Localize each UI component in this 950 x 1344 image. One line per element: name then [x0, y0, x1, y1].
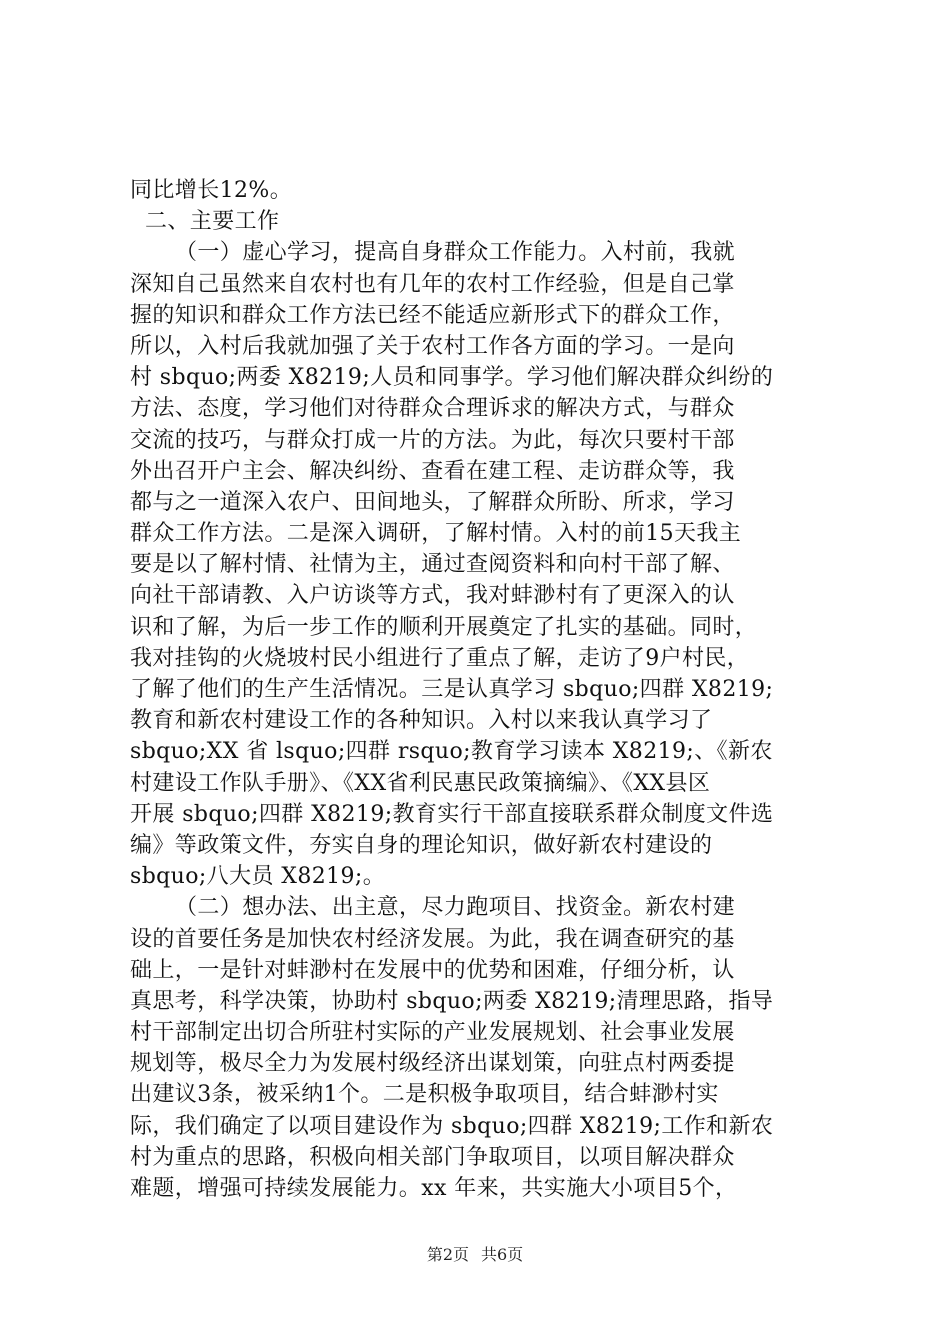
page-total: 共6页 [481, 1245, 524, 1264]
text-line: 村建设工作队手册》、《XX省利民惠民政策摘编》、《XX县区 [130, 770, 711, 796]
text-line: 村干部制定出切合所驻村实际的产业发展规划、社会事业发展 [130, 1020, 735, 1046]
text-line: 村为重点的思路，积极向相关部门争取项目，以项目解决群众 [130, 1144, 735, 1170]
text-line: 方法、态度，学习他们对待群众合理诉求的解决方式，与群众 [130, 396, 735, 422]
text-line: 开展 sbquo;四群 X8219;教育实行干部直接联系群众制度文件选 [130, 801, 774, 827]
text-line: 教育和新农村建设工作的各种知识。入村以来我认真学习了 [130, 708, 713, 734]
text-line: 村 sbquo;两委 X8219;人员和同事学。学习他们解决群众纠纷的 [130, 365, 774, 391]
text-line: 规划等，极尽全力为发展村级经济出谋划策，向驻点村两委提 [130, 1051, 735, 1077]
page-footer [0, 1245, 950, 1265]
section-heading: 二、主要工作 [145, 209, 280, 235]
page-number: 第2页 [426, 1245, 469, 1264]
text-line: 握的知识和群众工作方法已经不能适应新形式下的群众工作， [130, 302, 735, 328]
text-line: 编》等政策文件，夯实自身的理论知识，做好新农村建设的 [130, 832, 713, 858]
subsection-heading-line: （一）虚心学习，提高自身群众工作能力。入村前，我就 [175, 240, 736, 266]
text-line: 都与之一道深入农户、田间地头，了解群众所盼、所求，学习 [130, 489, 735, 515]
text-line: 际，我们确定了以项目建设作为 sbquo;四群 X8219;工作和新农 [130, 1113, 774, 1139]
text-line: 要是以了解村情、社情为主，通过查阅资料和向村干部了解、 [130, 552, 735, 578]
text-line: 向社干部请教、入户访谈等方式，我对蚌渺村有了更深入的认 [130, 583, 735, 609]
text-line: 了解了他们的生产生活情况。三是认真学习 sbquo;四群 X8219; [130, 677, 774, 702]
text-line: 同比增长12%。 [130, 178, 293, 203]
text-line: 础上，一是针对蚌渺村在发展中的优势和困难，仔细分析，认 [130, 957, 735, 983]
text-line: sbquo;八大员 X8219;。 [130, 864, 386, 890]
text-line: sbquo;XX 省 lsquo;四群 rsquo;教育学习读本 X8219;、《新农 [130, 739, 773, 765]
text-line: 我对挂钩的火烧坡村民小组进行了重点了解，走访了9户村民， [130, 645, 750, 671]
text-line: 设的首要任务是加快农村经济发展。为此，我在调查研究的基 [130, 926, 735, 952]
text-line: 深知自己虽然来自农村也有几年的农村工作经验，但是自己掌 [130, 271, 735, 297]
subsection-heading-line: （二）想办法、出主意，尽力跑项目、找资金。新农村建 [175, 895, 736, 921]
text-line: 难题，增强可持续发展能力。xx 年来，共实施大小项目5个， [130, 1176, 738, 1201]
text-line: 交流的技巧，与群众打成一片的方法。为此，每次只要村干部 [130, 427, 735, 453]
body-text [130, 175, 830, 1204]
text-line: 真思考，科学决策，协助村 sbquo;两委 X8219;清理思路，指导 [130, 988, 774, 1014]
text-line: 群众工作方法。二是深入调研，了解村情。入村的前15天我主 [130, 521, 742, 547]
text-line: 识和了解，为后一步工作的顺利开展奠定了扎实的基础。同时， [130, 614, 758, 640]
text-line: 出建议3条，被采纳1个。二是积极争取项目，结合蚌渺村实 [130, 1082, 719, 1108]
text-line: 外出召开户主会、解决纠纷、查看在建工程、走访群众等，我 [130, 458, 735, 484]
text-line: 所以，入村后我就加强了关于农村工作各方面的学习。一是向 [130, 333, 735, 359]
